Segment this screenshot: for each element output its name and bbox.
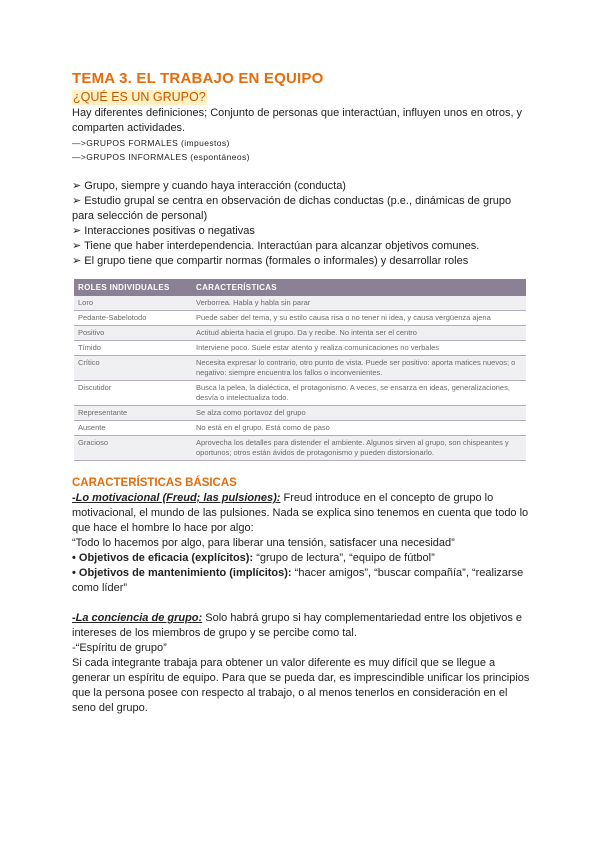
- maintenance-text: “hacer amigos”, “buscar compañía”, “realizarse como líder”: [72, 567, 524, 594]
- intro-paragraph: Hay diferentes definiciones; Conjunto de personas que interactúan, influyen unos en otros, y comparten actividades.: [72, 107, 523, 134]
- efficacy-text: “grupo de lectura”, “equipo de fútbol”: [253, 552, 435, 564]
- table-header-row: [74, 279, 526, 296]
- role-cell: Crítico: [74, 356, 192, 381]
- quote: “Todo lo hacemos por algo, para liberar una tensión, satisfacer una necesidad”: [72, 537, 455, 549]
- description-cell: Busca la pelea, la dialéctica, el protagonismo. A veces, se ensarza en ideas, generalizaciones, desvía o intelectualiza todo.: [192, 381, 526, 406]
- role-cell: Ausente: [74, 421, 192, 436]
- role-cell: Gracioso: [74, 436, 192, 461]
- table-row: [74, 296, 526, 311]
- maintenance-label: • Objetivos de mantenimiento (implícitos):: [72, 567, 292, 579]
- group-type-informal: —>GRUPOS INFORMALES (espontáneos): [72, 152, 250, 162]
- section-subtitle: ¿QUÉ ES UN GRUPO?: [73, 90, 206, 104]
- column-header: ROLES INDIVIDUALES: [74, 279, 192, 296]
- bullet-item: ➢ Grupo, siempre y cuando haya interacción (conducta): [72, 180, 346, 192]
- table-row: [74, 421, 526, 436]
- efficacy-objectives: [72, 551, 532, 566]
- table-row: [74, 436, 526, 461]
- role-cell: Positivo: [74, 326, 192, 341]
- motivational-label: -Lo motivacional (Freud; las pulsiones):: [72, 492, 281, 504]
- efficacy-label: • Objetivos de eficacia (explícitos):: [72, 552, 254, 564]
- closing-paragraph: Si cada integrante trabaja para obtener un valor diferente es muy difícil que se llegue a generar un espíritu de equipo. Para que se pueda dar, es imprescindible unificar los principios que la persona posee con respecto al trabajo, o al menos tenerlos en consideración en el seno del grupo.: [72, 657, 530, 714]
- bullet-item: ➢ El grupo tiene que compartir normas (formales o informales) y desarrollar roles: [72, 255, 469, 267]
- section-heading-basics: CARACTERÍSTICAS BÁSICAS: [72, 477, 237, 489]
- table-row: [74, 381, 526, 406]
- description-cell: Necesita expresar lo contrario, otro punto de vista. Puede ser positivo: aporta matices nuevos; o negativo: siempre encuentra los fallos o inconvenientes.: [192, 356, 526, 381]
- description-cell: Actitud abierta hacia el grupo. Da y recibe. No intenta ser el centro: [192, 326, 526, 341]
- table-row: [74, 356, 526, 381]
- role-cell: Tímido: [74, 341, 192, 356]
- maintenance-objectives: [72, 566, 532, 596]
- conscience-label: -La conciencia de grupo:: [72, 612, 203, 624]
- bullet-list: [72, 179, 532, 269]
- bullet-item: ➢ Estudio grupal se centra en observación de dichas conductas (p.e., dinámicas de grupo para selección de personal): [72, 195, 512, 222]
- conscience-text: Solo habrá grupo si hay complementariedad entre los objetivos e intereses de los miembros de grupo y se percibe como tal.: [72, 612, 522, 639]
- bullet-item: ➢ Tiene que haber interdependencia. Interactúan para alcanzar objetivos comunes.: [72, 240, 480, 252]
- conscience-paragraph: [72, 611, 532, 641]
- table-row: [74, 341, 526, 356]
- description-cell: Puede saber del tema, y su estilo causa risa o no tener ni idea, y causa vergüenza ajena: [192, 311, 526, 326]
- table-row: [74, 311, 526, 326]
- column-header: CARACTERÍSTICAS: [192, 279, 526, 296]
- description-cell: Interviene poco. Suele estar atento y realiza comunicaciones no verbales: [192, 341, 526, 356]
- role-cell: Discutidor: [74, 381, 192, 406]
- description-cell: No está en el grupo. Está como de paso: [192, 421, 526, 436]
- group-spirit: -“Espíritu de grupo”: [72, 642, 167, 654]
- motivational-paragraph: [72, 491, 532, 536]
- description-cell: Verborrea. Habla y habla sin parar: [192, 296, 526, 311]
- role-cell: Loro: [74, 296, 192, 311]
- table-row: [74, 326, 526, 341]
- roles-table: [74, 279, 526, 461]
- role-cell: Representante: [74, 406, 192, 421]
- bullet-item: ➢ Interacciones positivas o negativas: [72, 225, 255, 237]
- page-title: TEMA 3. EL TRABAJO EN EQUIPO: [72, 70, 324, 87]
- role-cell: Pedante-Sabelotodo: [74, 311, 192, 326]
- table-row: [74, 406, 526, 421]
- description-cell: Aprovecha los detalles para distender el ambiente. Algunos sirven al grupo, son chispeantes y oportunos; otros están ávidos de protagonismo y pueden distorsionarlo.: [192, 436, 526, 461]
- motivational-text: Freud introduce en el concepto de grupo lo motivacional, el mundo de las pulsiones. Nada se explica sino tenemos en cuenta que todo lo que hace el hombre lo hace por algo:: [72, 492, 529, 534]
- document-page: [72, 70, 532, 716]
- group-type-formal: —>GRUPOS FORMALES (impuestos): [72, 138, 230, 148]
- description-cell: Se alza como portavoz del grupo: [192, 406, 526, 421]
